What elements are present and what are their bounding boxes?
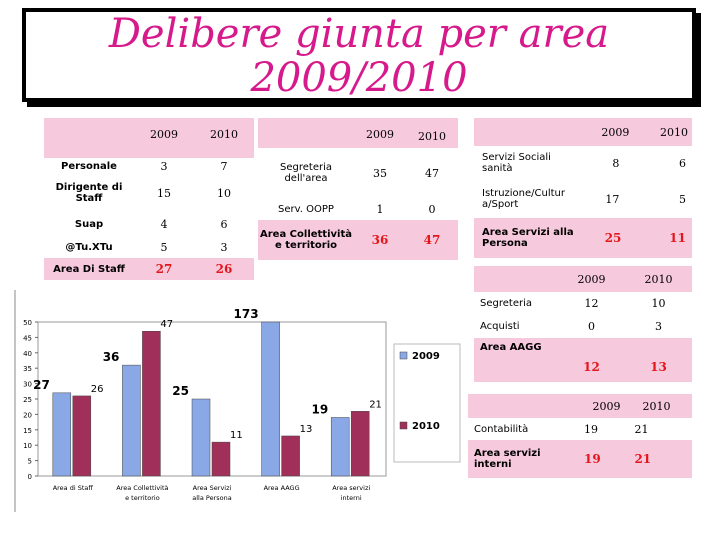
page-subtitle: 2009/2010 [250,55,468,101]
row-label: Servizi Sociali sanità [482,152,551,174]
row-label: Personale [61,160,117,172]
y-tick-label: 10 [23,442,32,451]
cell-2009: 35 [373,166,387,180]
cell-2010: 10 [651,296,666,310]
cell-2009: 8 [612,156,620,170]
table-row [44,212,254,236]
cell-2009: 0 [588,319,595,333]
x-tick-label: Area servizi [332,484,371,492]
bar-2009 [192,399,210,476]
cell-2010: 5 [679,192,686,206]
table-total-row [468,440,692,478]
legend-swatch-2010 [400,422,407,429]
cell-2010: 0 [428,202,436,216]
total-2010: 21 [628,440,692,478]
cell-2009: 4 [160,217,168,231]
legend-swatch-2009 [400,352,407,359]
x-tick-label: alla Persona [192,494,232,502]
total-2010: 47 [406,220,458,260]
table-collettivita [258,118,458,260]
total-2010: 26 [194,258,254,280]
cell-2009: 3 [160,159,168,173]
cell-2010: 7 [220,159,228,173]
table-row [258,148,458,198]
table-corner [258,118,354,148]
col-header-2010: 2010 [406,118,458,148]
table-servizi-interni [468,394,692,478]
row-label: Acquisti [480,320,520,332]
table-corner [474,118,576,146]
x-tick-label: Area Servizi [192,484,232,492]
bar-2010 [212,442,230,476]
col-header-2009: 2009 [576,118,637,146]
total-label: Area Servizi alla Persona [474,218,576,258]
cell-2009: 5 [160,240,168,254]
y-tick-label: 15 [23,426,32,435]
table-row [474,146,692,180]
row-label: Dirigente di Staff [55,182,123,204]
y-tick-label: 40 [23,349,32,358]
data-label: 11 [230,430,243,442]
table-row [468,418,692,440]
table-row [44,236,254,258]
row-label: Suap [74,218,104,230]
row-label: Segreteria dell'area [280,162,332,184]
col-header-2010: 2010 [194,118,254,158]
bar-2009 [262,322,280,476]
data-label: 36 [102,350,120,365]
total-label: Area AAGG [474,338,558,382]
table-corner [44,118,134,158]
page-title: Delibere giunta per area [108,11,610,57]
title-box [22,8,696,102]
y-tick-label: 50 [23,319,32,327]
y-tick-label: 0 [27,473,32,481]
y-tick-label: 30 [23,380,32,389]
data-label: 21 [369,399,382,411]
bar-2009 [122,365,140,476]
row-label: Contabilità [474,423,529,435]
x-tick-label: Area Collettività [116,484,169,492]
table-row [474,180,692,218]
total-2010: 11 [637,218,692,258]
table-row [474,292,692,314]
cell-2010: 6 [220,217,228,231]
table-total-row [474,218,692,258]
x-tick-label: Area di Staff [52,484,93,492]
table-row [258,198,458,220]
table-corner [468,394,574,418]
cell-2010: 6 [679,156,686,170]
table-total-row [44,258,254,280]
bar-2009 [331,417,349,476]
total-label: Area Di Staff [44,258,134,280]
table-row [44,158,254,174]
x-tick-label: Area AAGG [263,484,300,492]
table-row [474,314,692,338]
data-label: 19 [311,402,329,417]
cell-2009: 19 [584,422,598,436]
cell-2010: 3 [655,319,662,333]
row-label: @Tu.XTu [65,241,113,253]
cell-2009: 12 [584,296,599,310]
cell-2010: 3 [220,240,228,254]
table-aagg [474,266,692,382]
bar-2010 [282,436,300,476]
bar-chart [14,290,464,512]
bar-2010 [142,331,160,476]
cell-2009: 15 [157,186,171,200]
y-tick-label: 20 [23,411,32,420]
table-total-row [258,220,458,260]
table-persona [474,118,692,258]
cell-2010: 21 [634,422,649,436]
y-tick-label: 25 [23,396,32,404]
x-tick-label: e territorio [125,494,160,502]
bar-2009 [53,393,71,476]
col-header-2009: 2009 [134,118,194,158]
col-header-2010: 2010 [625,266,692,292]
table-corner [474,266,558,292]
table-row [44,174,254,212]
cell-2010: 10 [217,186,231,200]
y-tick-label: 35 [23,365,32,374]
total-label: Area Collettività e territorio [258,220,354,260]
data-label: 27 [33,377,50,392]
total-2010: 13 [625,338,692,382]
bar-2010 [351,411,369,476]
data-label: 26 [90,383,104,395]
total-2009: 25 [576,218,637,258]
x-tick-label: interni [340,494,362,502]
col-header-2009: 2009 [574,394,628,418]
data-label: 173 [233,307,259,321]
total-2009: 19 [574,440,628,478]
col-header-2009: 2009 [558,266,625,292]
legend-label-2009: 2009 [412,351,440,362]
row-label: Istruzione/Cultur a/Sport [482,188,566,210]
total-2009: 12 [558,338,625,382]
row-label: Segreteria [480,297,532,309]
row-label: Serv. OOPP [278,203,334,215]
table-staff [44,118,254,280]
cell-2010: 47 [425,166,439,180]
data-label: 13 [299,423,313,435]
data-label: 47 [160,319,174,331]
data-label: 25 [172,384,189,398]
cell-2009: 1 [376,202,384,216]
total-2009: 27 [134,258,194,280]
col-header-2010: 2010 [628,394,692,418]
y-tick-label: 45 [23,334,32,343]
col-header-2009: 2009 [354,118,406,148]
table-total-row [474,338,692,382]
col-header-2010: 2010 [637,118,692,146]
bar-2010 [73,396,91,476]
total-label: Area servizi interni [468,440,574,478]
cell-2009: 17 [605,192,620,206]
y-tick-label: 5 [27,457,32,466]
bar-chart-svg [14,290,464,512]
total-2009: 36 [354,220,406,260]
legend-label-2010: 2010 [412,421,440,432]
